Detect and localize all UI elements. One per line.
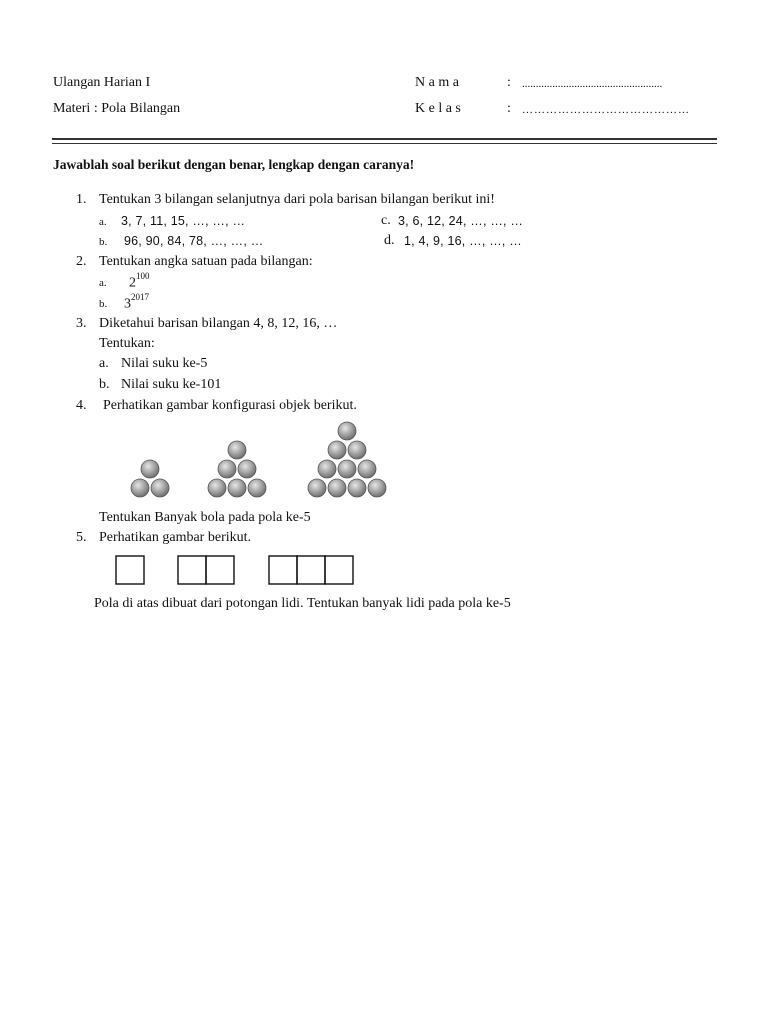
exam-title: Ulangan Harian I [53, 75, 151, 90]
q4-number: 4. [76, 398, 87, 413]
ball-pattern-2 [208, 441, 266, 497]
ball [141, 460, 159, 478]
q5-followup: Pola di atas dibuat dari potongan lidi. Tentukan banyak lidi pada pola ke-5 [94, 596, 511, 611]
q3a-label: a. [99, 356, 109, 371]
ball [228, 479, 246, 497]
ball [318, 460, 336, 478]
ball-pattern-figure [125, 418, 395, 504]
square-pattern-1 [116, 556, 144, 584]
stick-square [269, 556, 297, 584]
q1c-label: c. [381, 213, 391, 228]
ball-pattern-3 [308, 422, 386, 497]
ball [151, 479, 169, 497]
ball [328, 479, 346, 497]
q1b-sequence: 96, 90, 84, 78, …, …, … [124, 234, 264, 248]
header-rule-thin [52, 143, 717, 144]
q2b-exponent: 2017 [131, 292, 149, 302]
stick-square [206, 556, 234, 584]
q1-text: Tentukan 3 bilangan selanjutnya dari pola barisan bilangan berikut ini! [99, 192, 495, 207]
q4-text: Perhatikan gambar konfigurasi objek berikut. [103, 398, 357, 413]
q2-text: Tentukan angka satuan pada bilangan: [99, 254, 313, 269]
ball [228, 441, 246, 459]
q1a-label: a. [99, 216, 107, 228]
q3-text: Diketahui barisan bilangan 4, 8, 12, 16, … [99, 316, 338, 331]
q2b-power [124, 294, 149, 313]
ball [338, 422, 356, 440]
q5-number: 5. [76, 530, 87, 545]
class-colon: : [507, 101, 511, 116]
q2b-base: 3 [124, 296, 131, 312]
ball [328, 441, 346, 459]
q2a-exponent: 100 [136, 271, 150, 281]
q2a-power [129, 273, 150, 292]
name-blank: ................................................... [522, 78, 663, 90]
ball [348, 441, 366, 459]
q2b-label: b. [99, 298, 108, 310]
q1-number: 1. [76, 192, 87, 207]
ball-pattern-1 [131, 460, 169, 497]
subject-line: Materi : Pola Bilangan [53, 101, 181, 116]
name-colon: : [507, 75, 511, 90]
q5-text: Perhatikan gambar berikut. [99, 530, 252, 545]
square-pattern-2 [178, 556, 234, 584]
ball [208, 479, 226, 497]
name-label: N a m a [415, 75, 459, 90]
q2a-base: 2 [129, 275, 136, 291]
stick-square [116, 556, 144, 584]
ball [338, 460, 356, 478]
q2-number: 2. [76, 254, 87, 269]
ball [218, 460, 236, 478]
q3b-label: b. [99, 377, 110, 392]
ball [368, 479, 386, 497]
q3b-text: Nilai suku ke-101 [121, 377, 222, 392]
q1d-sequence: 1, 4, 9, 16, …, …, … [404, 234, 522, 248]
square-pattern-3 [269, 556, 353, 584]
ball [248, 479, 266, 497]
stick-square-figure [110, 552, 370, 588]
class-label: K e l a s [415, 101, 461, 116]
q1d-label: d. [384, 233, 395, 248]
header-rule-thick [52, 138, 717, 140]
q1c-sequence: 3, 6, 12, 24, …, …, … [398, 214, 524, 228]
ball [131, 479, 149, 497]
instruction: Jawablah soal berikut dengan benar, lengkap dengan caranya! [53, 157, 415, 172]
ball [348, 479, 366, 497]
ball [238, 460, 256, 478]
ball [358, 460, 376, 478]
q3-number: 3. [76, 316, 87, 331]
q4-followup: Tentukan Banyak bola pada pola ke-5 [99, 510, 311, 525]
ball [308, 479, 326, 497]
stick-square [297, 556, 325, 584]
q1b-label: b. [99, 236, 108, 248]
q2a-label: a. [99, 277, 107, 289]
stick-square [325, 556, 353, 584]
q1a-sequence: 3, 7, 11, 15, …, …, … [121, 214, 246, 228]
q3a-text: Nilai suku ke-5 [121, 356, 208, 371]
stick-square [178, 556, 206, 584]
class-blank: …………………………………… [522, 104, 690, 116]
q3-subheading: Tentukan: [99, 336, 155, 351]
